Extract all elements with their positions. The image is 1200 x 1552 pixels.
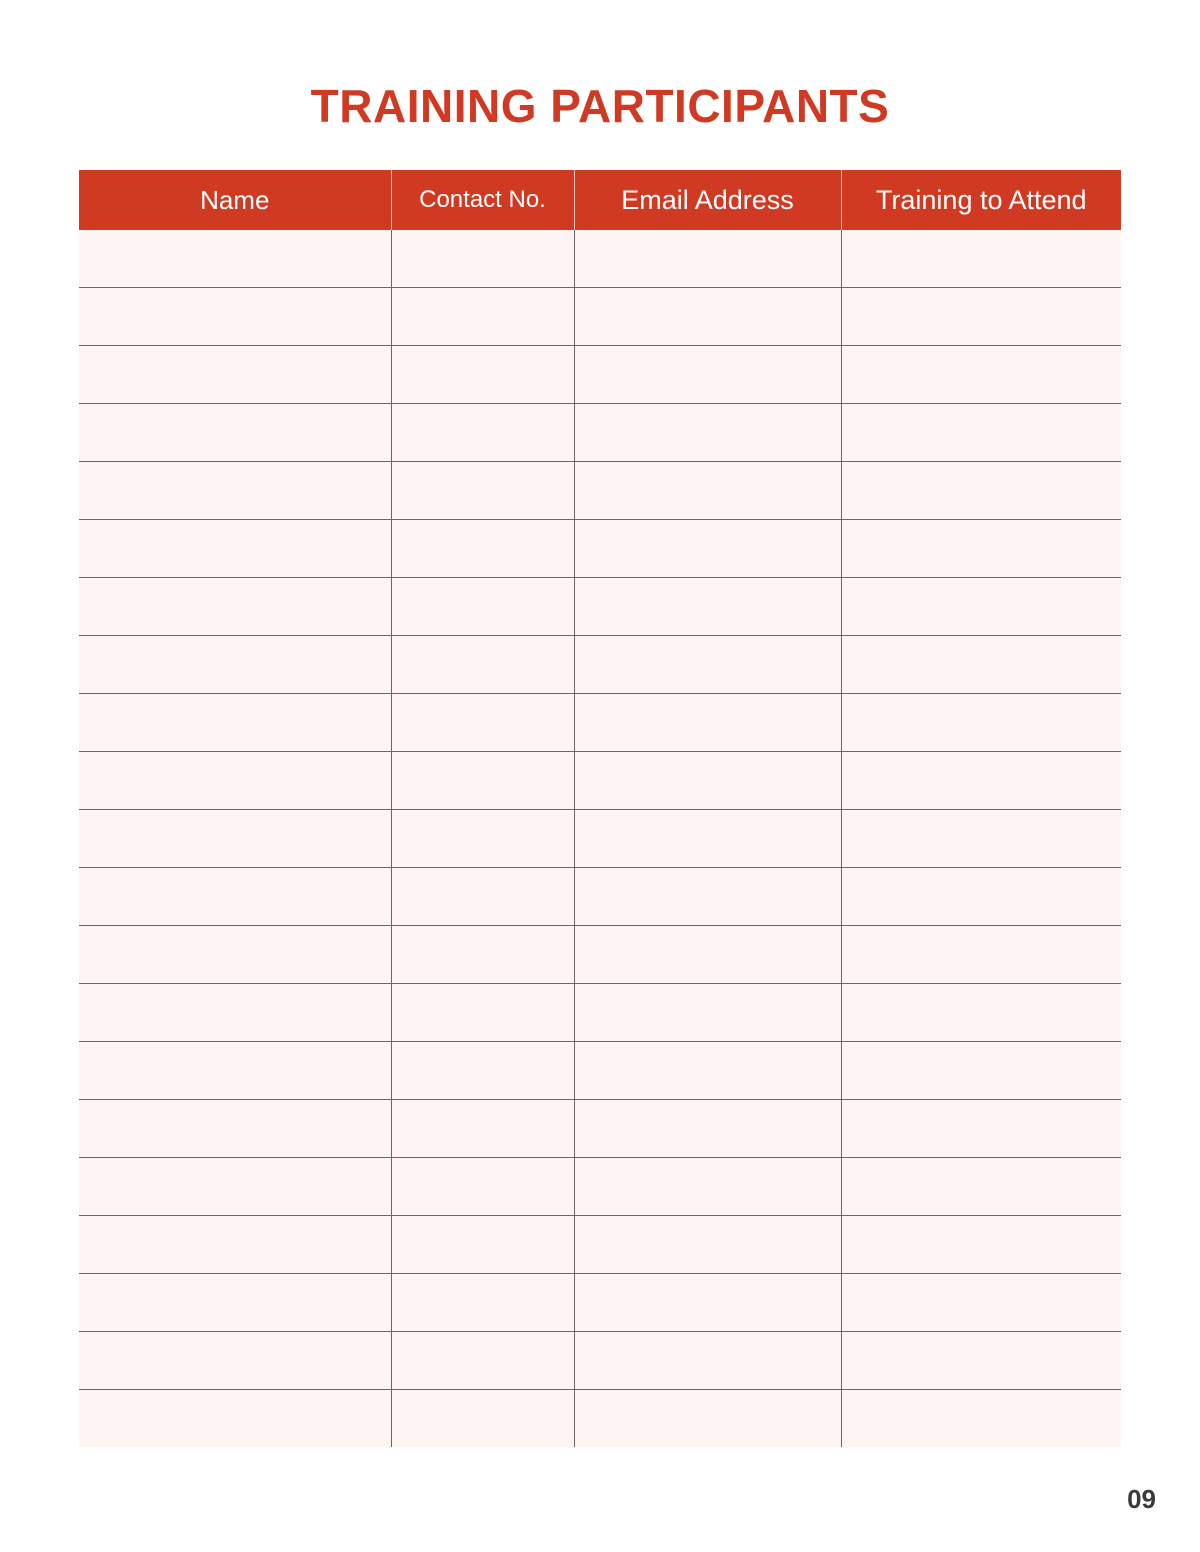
training-to-attend-cell[interactable] <box>841 694 1121 752</box>
email-address-cell[interactable] <box>574 288 841 346</box>
name-cell[interactable] <box>79 288 391 346</box>
name-cell[interactable] <box>79 1274 391 1332</box>
contact-no-cell[interactable] <box>391 1100 574 1158</box>
name-cell[interactable] <box>79 1216 391 1274</box>
training-to-attend-cell[interactable] <box>841 810 1121 868</box>
email-address-cell[interactable] <box>574 1332 841 1390</box>
contact-no-cell[interactable] <box>391 578 574 636</box>
contact-no-cell[interactable] <box>391 694 574 752</box>
table-row <box>79 1042 1121 1100</box>
table-row <box>79 636 1121 694</box>
email-address-cell[interactable] <box>574 636 841 694</box>
contact-no-cell[interactable] <box>391 636 574 694</box>
column-header-training-to-attend: Training to Attend <box>841 170 1121 230</box>
training-to-attend-cell[interactable] <box>841 462 1121 520</box>
table-row <box>79 868 1121 926</box>
table-row <box>79 1158 1121 1216</box>
table-row <box>79 462 1121 520</box>
table-row <box>79 810 1121 868</box>
table-row <box>79 1332 1121 1390</box>
email-address-cell[interactable] <box>574 1274 841 1332</box>
training-to-attend-cell[interactable] <box>841 926 1121 984</box>
email-address-cell[interactable] <box>574 926 841 984</box>
email-address-cell[interactable] <box>574 230 841 288</box>
training-to-attend-cell[interactable] <box>841 520 1121 578</box>
table-row <box>79 1274 1121 1332</box>
email-address-cell[interactable] <box>574 810 841 868</box>
page-title: TRAINING PARTICIPANTS <box>310 80 890 132</box>
contact-no-cell[interactable] <box>391 520 574 578</box>
name-cell[interactable] <box>79 578 391 636</box>
training-to-attend-cell[interactable] <box>841 1216 1121 1274</box>
name-cell[interactable] <box>79 1390 391 1448</box>
column-header-contact-no: Contact No. <box>391 170 574 230</box>
contact-no-cell[interactable] <box>391 1274 574 1332</box>
training-to-attend-cell[interactable] <box>841 346 1121 404</box>
training-to-attend-cell[interactable] <box>841 1390 1121 1448</box>
training-to-attend-cell[interactable] <box>841 868 1121 926</box>
participants-table <box>79 170 1121 1447</box>
name-cell[interactable] <box>79 810 391 868</box>
table-row <box>79 926 1121 984</box>
email-address-cell[interactable] <box>574 1216 841 1274</box>
name-cell[interactable] <box>79 926 391 984</box>
name-cell[interactable] <box>79 694 391 752</box>
table-row <box>79 404 1121 462</box>
email-address-cell[interactable] <box>574 520 841 578</box>
table-row <box>79 752 1121 810</box>
email-address-cell[interactable] <box>574 1158 841 1216</box>
training-to-attend-cell[interactable] <box>841 230 1121 288</box>
contact-no-cell[interactable] <box>391 1042 574 1100</box>
contact-no-cell[interactable] <box>391 984 574 1042</box>
training-to-attend-cell[interactable] <box>841 636 1121 694</box>
name-cell[interactable] <box>79 636 391 694</box>
table-body <box>79 230 1121 1447</box>
name-cell[interactable] <box>79 404 391 462</box>
training-to-attend-cell[interactable] <box>841 1332 1121 1390</box>
contact-no-cell[interactable] <box>391 230 574 288</box>
column-header-name: Name <box>79 170 391 230</box>
name-cell[interactable] <box>79 230 391 288</box>
training-to-attend-cell[interactable] <box>841 1100 1121 1158</box>
email-address-cell[interactable] <box>574 1390 841 1448</box>
name-cell[interactable] <box>79 1158 391 1216</box>
header-row <box>79 170 1121 230</box>
email-address-cell[interactable] <box>574 984 841 1042</box>
contact-no-cell[interactable] <box>391 404 574 462</box>
training-to-attend-cell[interactable] <box>841 1042 1121 1100</box>
email-address-cell[interactable] <box>574 868 841 926</box>
email-address-cell[interactable] <box>574 578 841 636</box>
contact-no-cell[interactable] <box>391 1332 574 1390</box>
training-to-attend-cell[interactable] <box>841 288 1121 346</box>
name-cell[interactable] <box>79 1332 391 1390</box>
contact-no-cell[interactable] <box>391 926 574 984</box>
name-cell[interactable] <box>79 752 391 810</box>
training-to-attend-cell[interactable] <box>841 1158 1121 1216</box>
contact-no-cell[interactable] <box>391 868 574 926</box>
training-to-attend-cell[interactable] <box>841 752 1121 810</box>
contact-no-cell[interactable] <box>391 462 574 520</box>
table-row <box>79 230 1121 288</box>
contact-no-cell[interactable] <box>391 810 574 868</box>
table-row <box>79 1100 1121 1158</box>
name-cell[interactable] <box>79 520 391 578</box>
table-row <box>79 520 1121 578</box>
name-cell[interactable] <box>79 868 391 926</box>
contact-no-cell[interactable] <box>391 1158 574 1216</box>
column-header-email-address: Email Address <box>574 170 841 230</box>
contact-no-cell[interactable] <box>391 346 574 404</box>
email-address-cell[interactable] <box>574 694 841 752</box>
page-number: 09 <box>1127 1484 1156 1514</box>
table-row <box>79 694 1121 752</box>
table-row <box>79 984 1121 1042</box>
email-address-cell[interactable] <box>574 752 841 810</box>
name-cell[interactable] <box>79 462 391 520</box>
table-row <box>79 578 1121 636</box>
contact-no-cell[interactable] <box>391 1216 574 1274</box>
contact-no-cell[interactable] <box>391 1390 574 1448</box>
table-row <box>79 288 1121 346</box>
email-address-cell[interactable] <box>574 1042 841 1100</box>
name-cell[interactable] <box>79 346 391 404</box>
table-header <box>79 170 1121 230</box>
contact-no-cell[interactable] <box>391 288 574 346</box>
training-to-attend-cell[interactable] <box>841 578 1121 636</box>
name-cell[interactable] <box>79 1100 391 1158</box>
table-row <box>79 1216 1121 1274</box>
email-address-cell[interactable] <box>574 1100 841 1158</box>
table-row <box>79 346 1121 404</box>
training-to-attend-cell[interactable] <box>841 1274 1121 1332</box>
contact-no-cell[interactable] <box>391 752 574 810</box>
training-to-attend-cell[interactable] <box>841 404 1121 462</box>
training-to-attend-cell[interactable] <box>841 984 1121 1042</box>
name-cell[interactable] <box>79 984 391 1042</box>
table-row <box>79 1390 1121 1448</box>
name-cell[interactable] <box>79 1042 391 1100</box>
email-address-cell[interactable] <box>574 346 841 404</box>
participants-table-container <box>79 170 1121 1447</box>
email-address-cell[interactable] <box>574 462 841 520</box>
email-address-cell[interactable] <box>574 404 841 462</box>
